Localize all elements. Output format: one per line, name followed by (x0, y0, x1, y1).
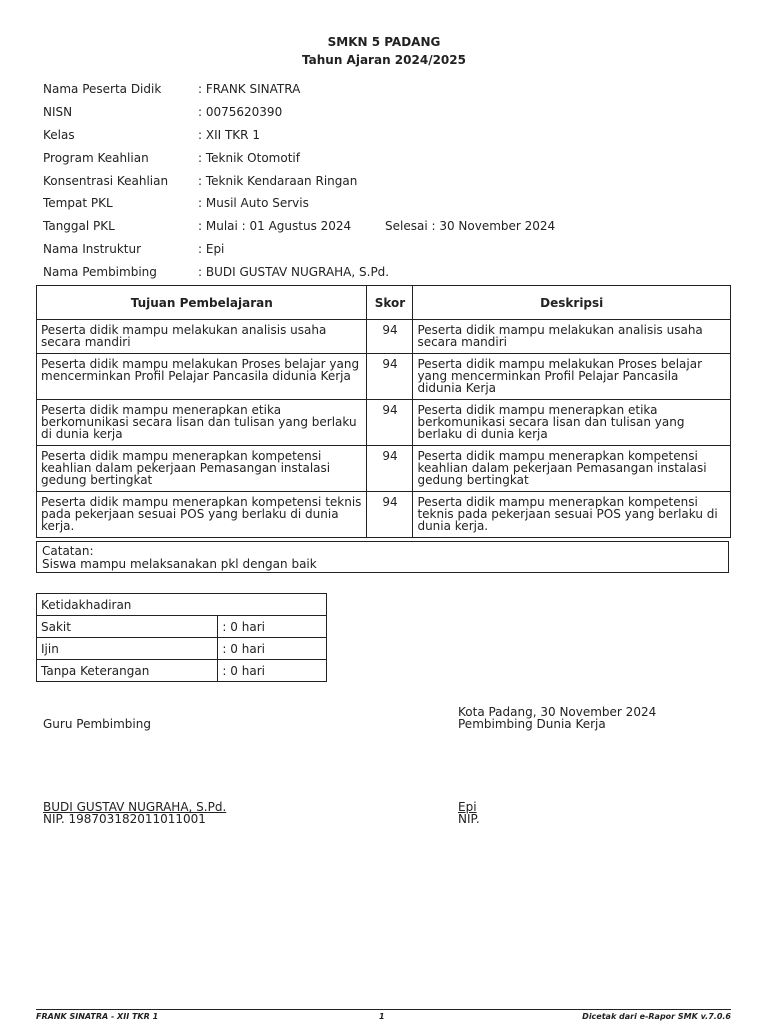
attendance-label: Ijin (37, 638, 218, 660)
info-label: Tanggal PKL (43, 219, 115, 233)
tujuan-cell: Peserta didik mampu menerapkan etika berkomunikasi secara lisan dan tulisan yang berlaku di dunia kerja (37, 400, 367, 446)
left-signature-name: BUDI GUSTAV NUGRAHA, S.Pd. (43, 800, 227, 814)
info-value: : XII TKR 1 (198, 128, 260, 142)
deskripsi-cell: Peserta didik mampu melakukan analisis usaha secara mandiri (413, 320, 731, 354)
skor-cell: 94 (367, 492, 413, 538)
notes-text: Siswa mampu melaksanakan pkl dengan baik (42, 557, 317, 571)
page-footer (36, 1009, 731, 1024)
attendance-title: Ketidakhadiran (37, 594, 327, 616)
right-signature-title: Pembimbing Dunia Kerja (458, 717, 606, 731)
info-value: : Musil Auto Servis (198, 196, 309, 210)
info-label: Konsentrasi Keahlian (43, 174, 169, 188)
tujuan-cell: Peserta didik mampu menerapkan kompetensi teknis pada pekerjaan sesuai POS yang berlaku di dunia kerja. (37, 492, 367, 538)
deskripsi-cell: Peserta didik mampu melakukan Proses belajar yang mencerminkan Profil Pelajar Pancasila didunia Kerja (413, 354, 731, 400)
tujuan-cell: Peserta didik mampu melakukan Proses belajar yang mencerminkan Profil Pelajar Pancasila didunia Kerja (37, 354, 367, 400)
info-label: Kelas (43, 128, 75, 142)
info-label: Nama Pembimbing (43, 265, 157, 279)
attendance-table (36, 593, 327, 682)
table-row (37, 320, 731, 354)
info-label: Program Keahlian (43, 151, 149, 165)
skor-cell: 94 (367, 446, 413, 492)
table-row (37, 638, 327, 660)
attendance-value: : 0 hari (218, 638, 327, 660)
info-value: : Epi (198, 242, 225, 256)
skor-cell: 94 (367, 400, 413, 446)
info-label: NISN (43, 105, 73, 119)
info-label: Nama Instruktur (43, 242, 142, 256)
info-value-end: Selesai : 30 November 2024 (385, 219, 556, 233)
info-label: Nama Peserta Didik (43, 82, 162, 96)
attendance-title-row (37, 594, 327, 616)
column-header-deskripsi: Deskripsi (413, 286, 731, 320)
skor-cell: 94 (367, 354, 413, 400)
school-title: SMKN 5 PADANG (327, 35, 441, 49)
info-value: : 0075620390 (198, 105, 283, 119)
right-signature-name: Epi (458, 800, 477, 814)
attendance-value: : 0 hari (218, 660, 327, 682)
footer-page-number: 1 (379, 1012, 385, 1021)
notes-box (36, 541, 729, 573)
deskripsi-cell: Peserta didik mampu menerapkan etika berkomunikasi secara lisan dan tulisan yang berlaku di dunia kerja (413, 400, 731, 446)
skor-cell: 94 (367, 320, 413, 354)
tujuan-cell: Peserta didik mampu melakukan analisis usaha secara mandiri (37, 320, 367, 354)
right-signature-nip: NIP. (458, 812, 480, 826)
attendance-label: Sakit (37, 616, 218, 638)
footer-student: FRANK SINATRA - XII TKR 1 (36, 1012, 159, 1021)
tujuan-cell: Peserta didik mampu menerapkan kompetensi keahlian dalam pekerjaan Pemasangan instalasi gedung bertingkat (37, 446, 367, 492)
left-signature-title: Guru Pembimbing (43, 717, 151, 731)
objectives-table (36, 285, 731, 538)
info-value: : Teknik Kendaraan Ringan (198, 174, 358, 188)
column-header-tujuan: Tujuan Pembelajaran (37, 286, 367, 320)
left-signature-nip: NIP. 198703182011011001 (43, 812, 206, 826)
table-row (37, 660, 327, 682)
attendance-label: Tanpa Keterangan (37, 660, 218, 682)
info-value: : Mulai : 01 Agustus 2024 (198, 219, 352, 233)
table-header-row (37, 286, 731, 320)
info-value: : FRANK SINATRA (198, 82, 301, 96)
deskripsi-cell: Peserta didik mampu menerapkan kompetensi keahlian dalam pekerjaan Pemasangan instalasi gedung bertingkat (413, 446, 731, 492)
deskripsi-cell: Peserta didik mampu menerapkan kompetensi teknis pada pekerjaan sesuai POS yang berlaku di dunia kerja. (413, 492, 731, 538)
info-value: : BUDI GUSTAV NUGRAHA, S.Pd. (198, 265, 390, 279)
table-row (37, 400, 731, 446)
table-row (37, 492, 731, 538)
info-label: Tempat PKL (43, 196, 113, 210)
column-header-skor: Skor (367, 286, 413, 320)
footer-printed-by: Dicetak dari e-Rapor SMK v.7.0.6 (582, 1012, 731, 1021)
academic-year: Tahun Ajaran 2024/2025 (302, 53, 466, 67)
table-row (37, 616, 327, 638)
table-row (37, 446, 731, 492)
info-value: : Teknik Otomotif (198, 151, 300, 165)
notes-label: Catatan: (42, 544, 94, 558)
table-row (37, 354, 731, 400)
place-date: Kota Padang, 30 November 2024 (458, 705, 657, 719)
attendance-value: : 0 hari (218, 616, 327, 638)
